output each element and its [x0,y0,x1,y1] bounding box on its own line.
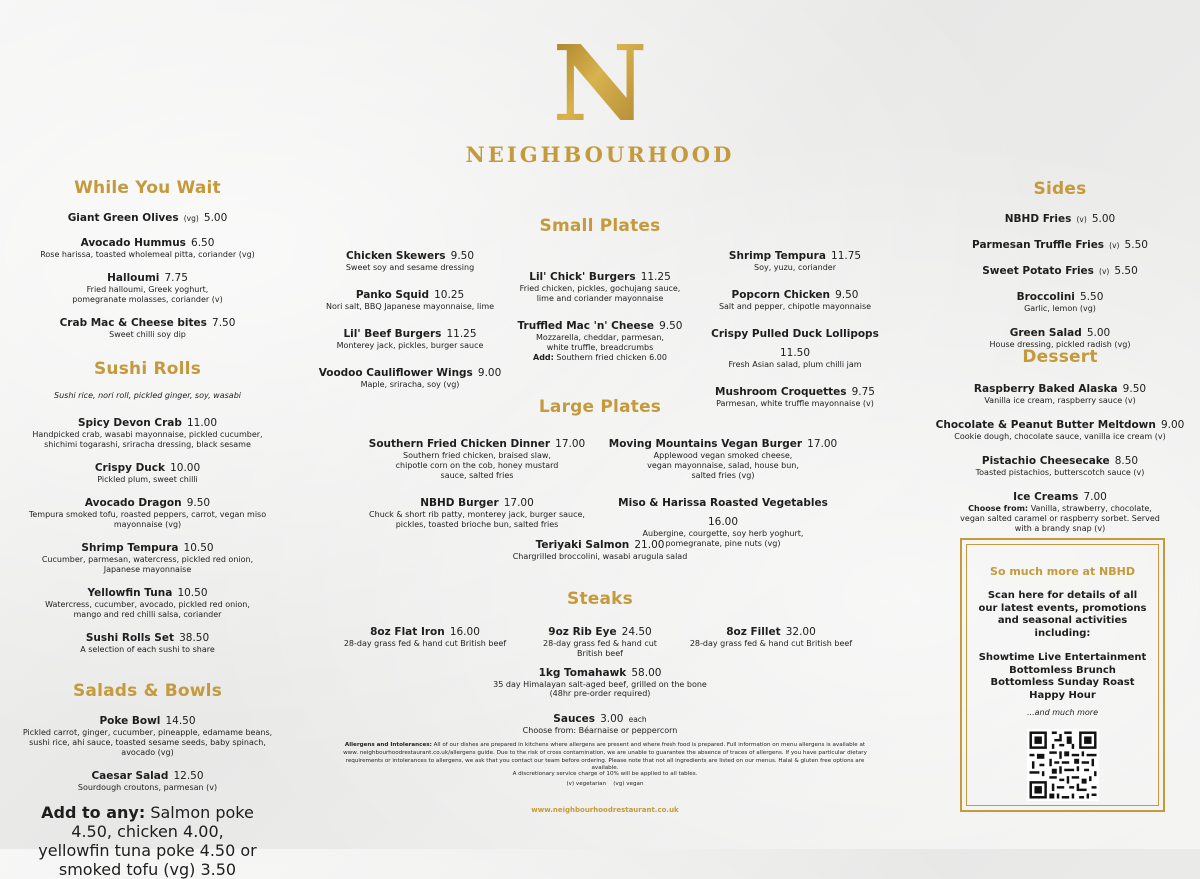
website-link[interactable]: www.neighbourhoodrestaurant.co.uk [531,806,679,814]
while-you-wait-section [20,178,275,346]
steak-item: 8oz Fillet 32.00 28-day grass fed & hand cut British beef [689,626,853,648]
dessert-title: Dessert [1022,347,1098,367]
promo-box [960,538,1165,812]
small-plates-middle [512,265,688,369]
menu-item: Sweet Potato Fries (v) 5.50 [982,265,1138,277]
sushi-rolls-title: Sushi Rolls [93,359,202,379]
menu-item: Shrimp Tempura 11.75 Soy, yuzu, coriander [728,250,862,272]
large-plates-title-wrap [460,397,740,417]
promo-inner-border [966,544,1159,806]
promo-activity: Showtime Live Entertainment [978,652,1147,663]
dessert-section [935,347,1185,540]
allergen-note: Allergens and Intolerances: All of our dishes are prepared in kitchens where allergens are present and where fresh food is prepared. Full information on menu allergens is available at www. neighbourhoodrestaurant.co.uk/allergens guide. Due to the risk of cross contamination, we are unable to guarantee the absence of traces of allergens. If you have particular dietary requirements or intolerances to allergens, we ask that you contact our team before ordering. Please note that not all ingredients are listed on our menus. Halal & gluten free options are available. [343,742,867,772]
menu-item: Miso & Harissa Roasted Vegetables 16.00 Aubergine, courgette, soy herb yoghurt, pomegranate, pine nuts (vg) [618,497,828,548]
menu-item: Yellowfin Tuna 10.50 Watercress, cucumber, avocado, pickled red onion, mango and red chilli salsa, coriander [45,587,250,620]
menu-item: Moving Mountains Vegan Burger 17.00 Applewood vegan smoked cheese, vegan mayonnaise, salad, house bun, salted fries (vg) [608,438,838,480]
menu-item: Chicken Skewers 9.50 Sweet soy and sesame dressing [345,250,475,272]
menu-item: Avocado Dragon 9.50 Tempura smoked tofu, roasted peppers, carrot, vegan miso mayonnaise (vg) [28,497,267,530]
large-plates-left [360,432,594,536]
menu-item: Spicy Devon Crab 11.00 Handpicked crab, wasabi mayonnaise, pickled cucumber, shichimi togarashi, sriracha dressing, black sesame [32,417,263,450]
while-you-wait-title: While You Wait [74,178,221,198]
menu-item: Mushroom Croquettes 9.75 Parmesan, white truffle mayonnaise (v) [715,386,875,408]
while-you-wait-list [20,206,275,340]
menu-item: Green Salad 5.00 House dressing, pickled radish (vg) [989,327,1131,349]
steak-item: 9oz Rib Eye 24.50 28-day grass fed & hand cut British beef [543,626,657,658]
sides-section [935,179,1185,356]
steaks-title-wrap [460,589,740,609]
menu-item: Poke Bowl 14.50 Pickled carrot, ginger, cucumber, pineapple, edamame beans, sushi rice, ahi sauce, toasted sesame seeds, baby spinach, avocado (vg) [22,715,273,757]
logo-letter: N [552,32,648,132]
menu-item: Broccolini 5.50 Garlic, lemon (vg) [1016,291,1104,313]
brand-name: NEIGHBOURHOOD [465,142,735,167]
salads-add-note: Add to any: Salmon poke 4.50, chicken 4.00, yellowfin tuna poke 4.50 or smoked tofu (vg) 3.50 [38,803,257,879]
menu-item: Crispy Pulled Duck Lollipops 11.50 Fresh Asian salad, plum chilli jam [711,328,879,369]
menu-item: Raspberry Baked Alaska 9.50 Vanilla ice cream, raspberry sauce (v) [973,383,1147,405]
small-plates-left [315,244,505,396]
menu-item: Avocado Hummus 6.50 Rose harissa, toasted wholemeal pitta, coriander (vg) [40,237,255,259]
menu-item: Sushi Rolls Set 38.50 A selection of each sushi to share [80,632,215,655]
menu-item: Pistachio Cheesecake 8.50 Toasted pistachios, butterscotch sauce (v) [975,455,1145,477]
logo-n-mark [550,32,650,132]
small-plates-right [700,244,890,415]
sushi-intro: Sushi rice, nori roll, pickled ginger, soy, wasabi [54,391,241,400]
menu-item: Giant Green Olives (vg) 5.00 [67,212,228,224]
menu-item: Panko Squid 10.25 Nori salt, BBQ Japanese mayonnaise, lime [325,289,495,311]
sides-title: Sides [1033,179,1087,199]
menu-item: Southern Fried Chicken Dinner 17.00 Southern fried chicken, braised slaw, chipotle corn on the cob, honey mustard sauce, salted fries [368,438,586,480]
menu-item: NBHD Fries (v) 5.00 [1004,213,1116,225]
diet-key: (v) vegetarian (vg) vegan [566,781,644,787]
brand-logo [460,32,740,167]
promo-title: So much more at NBHD [990,565,1135,578]
menu-item: Voodoo Cauliflower Wings 9.00 Maple, sriracha, soy (vg) [318,367,502,389]
tomahawk-item: 1kg Tomahawk 58.00 35 day Himalayan salt-aged beef, grilled on the bone (48hr pre-order required) [493,667,707,698]
menu-item: Lil' Beef Burgers 11.25 Monterey jack, pickles, burger sauce [336,328,484,350]
menu-item: Ice Creams 7.00 Choose from: Vanilla, strawberry, chocolate, vegan salted caramel or raspberry sorbet. Served with a brandy snap (v) [960,491,1160,533]
menu-item: Parmesan Truffle Fries (v) 5.50 [972,239,1148,251]
menu-item: Truffled Mac 'n' Cheese 9.50 Mozzarella, cheddar, parmesan, white truffle, breadcrumbs Add: Southern fried chicken 6.00 [512,314,688,363]
menu-item: NBHD Burger 17.00 Chuck & short rib patty, monterey jack, burger sauce, pickles, toasted brioche bun, salted fries [369,497,585,529]
qr-code-icon[interactable] [1027,729,1099,801]
small-plates-title-wrap [460,216,740,236]
promo-activity: Bottomless Sunday Roast [990,677,1135,688]
steaks-title: Steaks [567,589,633,609]
promo-body: Scan here for details of all our latest events, promotions and seasonal activities including: [978,590,1147,639]
promo-more: ...and much more [1027,708,1098,717]
menu-item: Crispy Duck 10.00 Pickled plum, sweet chilli [94,462,201,485]
steak-item: 8oz Flat Iron 16.00 28-day grass fed & hand cut British beef [343,626,507,648]
salads-bowls-title: Salads & Bowls [72,681,223,701]
menu-item: Crab Mac & Cheese bites 7.50 Sweet chilli soy dip [59,317,236,339]
promo-activity: Happy Hour [1029,689,1096,701]
menu-item: Lil' Chick' Burgers 11.25 Fried chicken, pickles, gochujang sauce, lime and coriander mayonnaise [519,271,681,303]
menu-item: Halloumi 7.75 Fried halloumi, Greek yoghurt, pomegranate molasses, coriander (v) [72,272,223,304]
promo-activities [967,652,1158,702]
menu-item: Chocolate & Peanut Butter Meltdown 9.00 Cookie dough, chocolate sauce, vanilla ice cream (v) [935,419,1185,441]
menu-item: Popcorn Chicken 9.50 Salt and pepper, chipotle mayonnaise [718,289,872,311]
service-charge-note: A discretionary service charge of 10% will be applied to all tables. [512,771,698,777]
sushi-rolls-section [20,359,275,661]
large-plates-title: Large Plates [538,397,662,417]
menu-item: Teriyaki Salmon 21.00 Chargrilled broccolini, wasabi arugula salad [512,539,688,561]
large-plates-center [460,533,740,568]
sauces-item: Sauces 3.00 each Choose from: Béarnaise or peppercorn [522,713,678,735]
small-plates-title: Small Plates [539,216,661,236]
small-plates-add-note: Add: Southern fried chicken 6.00 [533,353,667,362]
menu-item: Shrimp Tempura 10.50 Cucumber, parmesan, watercress, pickled red onion, Japanese mayonnaise [41,542,254,575]
salads-bowls-section [20,681,275,879]
menu-item: Caesar Salad 12.50 Sourdough croutons, parmesan (v) [77,770,218,792]
promo-activity: Bottomless Brunch [1009,664,1116,676]
